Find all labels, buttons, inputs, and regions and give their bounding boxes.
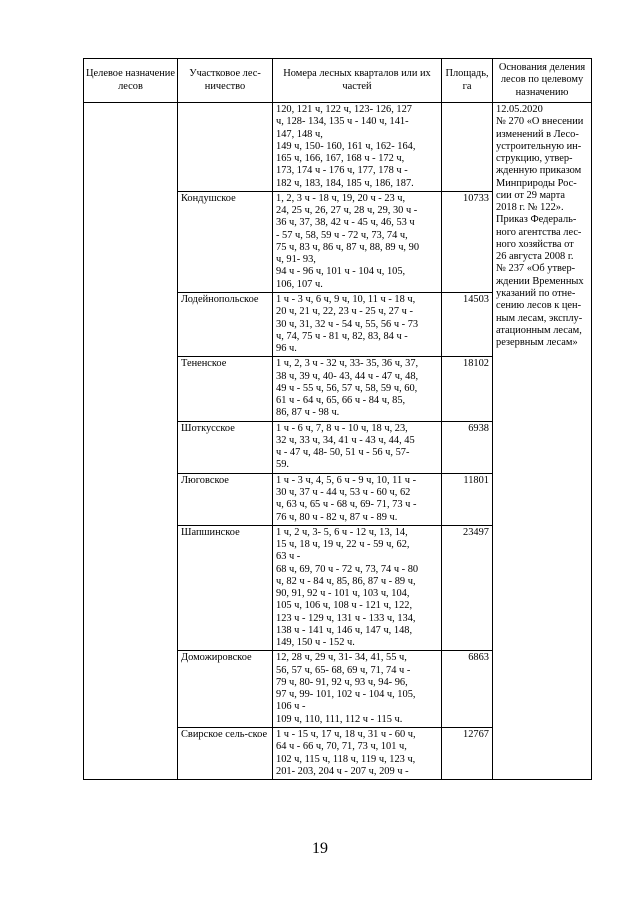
- lesnichestvo-cell: Доможировское: [178, 651, 273, 728]
- kvartaly-line: 149 ч, 150- 160, 161 ч, 162- 164,: [276, 140, 416, 152]
- basis-line: № 237 «Об утвер-: [496, 263, 576, 275]
- kvartaly-line: 147, 148 ч,: [276, 128, 323, 140]
- kvartaly-line: 1 ч - 3 ч, 4, 5, 6 ч - 9 ч, 10, 11 ч -: [276, 474, 417, 486]
- lesnichestvo-cell: Шоткусское: [178, 421, 273, 473]
- kvartaly-line: 1 ч - 15 ч, 17 ч, 18 ч, 31 ч - 60 ч,: [276, 729, 416, 741]
- kvartaly-line: 49 ч - 55 ч, 56, 57 ч, 58, 59 ч, 60,: [276, 382, 418, 394]
- area-cell: 6863: [442, 651, 493, 728]
- basis-cell: [493, 103, 592, 780]
- kvartaly-line: 106 ч -: [276, 701, 306, 713]
- kvartaly-line: 1 ч, 2 ч, 3- 5, 6 ч - 12 ч, 13, 14,: [276, 526, 408, 538]
- basis-line: сению лесов к цен-: [496, 300, 582, 312]
- kvartaly-line: 59.: [276, 459, 289, 471]
- kvartaly-line: 1, 2, 3 ч - 18 ч, 19, 20 ч - 23 ч,: [276, 192, 406, 204]
- kvartaly-line: 38 ч, 39 ч, 40- 43, 44 ч - 47 ч, 48,: [276, 370, 419, 382]
- lesnichestvo-cell: Тененское: [178, 357, 273, 421]
- kvartaly-line: 120, 121 ч, 122 ч, 123- 126, 127: [276, 104, 413, 115]
- header-area: Площадь, га: [442, 59, 493, 103]
- basis-line: атационным лесам,: [496, 324, 582, 336]
- kvartaly-line: 182 ч, 183, 184, 185 ч, 186, 187.: [276, 177, 414, 189]
- kvartaly-line: ч, 91- 93,: [276, 254, 316, 266]
- kvartaly-line: 90, 91, 92 ч - 101 ч, 103 ч, 104,: [276, 588, 410, 600]
- basis-line: ного хозяйства от: [496, 238, 574, 250]
- kvartaly-line: 165 ч, 166, 167, 168 ч - 172 ч,: [276, 153, 405, 165]
- basis-line: указаний по отне-: [496, 287, 576, 299]
- kvartaly-line: 201- 203, 204 ч - 207 ч, 209 ч -: [276, 765, 409, 777]
- kvartaly-line: 64 ч - 66 ч, 70, 71, 73 ч, 101 ч,: [276, 741, 407, 753]
- area-cell: 18102: [442, 357, 493, 421]
- kvartaly-cell: [273, 473, 442, 525]
- purpose-cell: [84, 103, 178, 780]
- kvartaly-line: 68 ч, 69, 70 ч - 72 ч, 73, 74 ч - 80: [276, 563, 419, 575]
- kvartaly-line: 109 ч, 110, 111, 112 ч - 115 ч.: [276, 713, 403, 725]
- lesnichestvo-cell: Свирское сель-ское: [178, 728, 273, 780]
- basis-line: ного агентства лес-: [496, 226, 582, 238]
- basis-line: Приказ Федераль-: [496, 214, 577, 226]
- kvartaly-line: 1 ч - 3 ч, 6 ч, 9 ч, 10, 11 ч - 18 ч,: [276, 293, 416, 305]
- area-cell: 10733: [442, 191, 493, 292]
- kvartaly-line: 105 ч, 106 ч, 108 ч - 121 ч, 122,: [276, 600, 413, 612]
- basis-line: жденную приказом: [496, 165, 582, 177]
- table-body: [84, 103, 592, 780]
- kvartaly-line: 1 ч - 6 ч, 7, 8 ч - 10 ч, 18 ч, 23,: [276, 422, 408, 434]
- kvartaly-line: ч, 128- 134, 135 ч - 140 ч, 141-: [276, 116, 409, 128]
- header-lesnichestvo: Участковое лес-ничество: [178, 59, 273, 103]
- kvartaly-line: 56, 57 ч, 65- 68, 69 ч, 71, 74 ч -: [276, 664, 411, 676]
- forest-division-table: [83, 58, 592, 780]
- kvartaly-line: ч - 47 ч, 48- 50, 51 ч - 56 ч, 57-: [276, 447, 410, 459]
- basis-line: 2018 г. № 122».: [496, 202, 564, 214]
- kvartaly-line: 123 ч - 129 ч, 131 ч - 133 ч, 134,: [276, 612, 416, 624]
- area-cell: 6938: [442, 421, 493, 473]
- header-basis: Основания деления лесов по целевому назначению: [493, 59, 592, 103]
- basis-line: 26 августа 2008 г.: [496, 251, 574, 263]
- kvartaly-line: - 57 ч, 58, 59 ч - 72 ч, 73, 74 ч,: [276, 229, 408, 241]
- kvartaly-line: 61 ч - 64 ч, 65, 66 ч - 84 ч, 85,: [276, 395, 406, 407]
- kvartaly-cell: [273, 103, 442, 192]
- basis-line: 12.05.2020: [496, 104, 543, 115]
- kvartaly-line: 75 ч, 83 ч, 86 ч, 87 ч, 88, 89 ч, 90: [276, 241, 420, 253]
- kvartaly-line: 63 ч -: [276, 551, 301, 563]
- kvartaly-line: ч, 82 ч - 84 ч, 85, 86, 87 ч - 89 ч,: [276, 575, 416, 587]
- kvartaly-line: 106, 107 ч.: [276, 278, 323, 290]
- kvartaly-line: 36 ч, 37, 38, 42 ч - 45 ч, 46, 53 ч: [276, 217, 415, 229]
- kvartaly-line: 97 ч, 99- 101, 102 ч - 104 ч, 105,: [276, 689, 416, 701]
- area-cell: [442, 103, 493, 192]
- area-cell: 12767: [442, 728, 493, 780]
- kvartaly-line: 15 ч, 18 ч, 19 ч, 22 ч - 59 ч, 62,: [276, 539, 410, 551]
- basis-line: ным лесам, эксплу-: [496, 312, 583, 324]
- area-cell: 23497: [442, 525, 493, 651]
- kvartaly-line: 96 ч.: [276, 343, 297, 355]
- lesnichestvo-cell: Кондушское: [178, 191, 273, 292]
- kvartaly-line: 173, 174 ч - 176 ч, 177, 178 ч -: [276, 165, 408, 177]
- basis-line: сии от 29 марта: [496, 189, 565, 201]
- kvartaly-cell: [273, 191, 442, 292]
- area-cell: 11801: [442, 473, 493, 525]
- header-purpose: Целевое назначение лесов: [84, 59, 178, 103]
- basis-line: № 270 «О внесении: [496, 116, 584, 128]
- lesnichestvo-cell: Шапшинское: [178, 525, 273, 651]
- kvartaly-line: 1 ч, 2, 3 ч - 32 ч, 33- 35, 36 ч, 37,: [276, 358, 419, 370]
- kvartaly-line: ч, 63 ч, 65 ч - 68 ч, 69- 71, 73 ч -: [276, 499, 417, 511]
- basis-line: Минприроды Рос-: [496, 177, 577, 189]
- kvartaly-cell: [273, 421, 442, 473]
- table-row: [84, 103, 592, 192]
- kvartaly-line: 24, 25 ч, 26, 27 ч, 28 ч, 29, 30 ч -: [276, 205, 418, 217]
- page-number: 19: [312, 840, 328, 857]
- header-kvartaly: Номера лесных кварталов или их частей: [273, 59, 442, 103]
- kvartaly-cell: [273, 728, 442, 780]
- kvartaly-cell: [273, 651, 442, 728]
- kvartaly-line: 20 ч, 21 ч, 22, 23 ч - 25 ч, 27 ч -: [276, 306, 413, 318]
- kvartaly-line: 32 ч, 33 ч, 34, 41 ч - 43 ч, 44, 45: [276, 434, 415, 446]
- kvartaly-line: ч, 74, 75 ч - 81 ч, 82, 83, 84 ч -: [276, 330, 408, 342]
- kvartaly-line: 86, 87 ч - 98 ч.: [276, 407, 340, 419]
- basis-line: устроительную ин-: [496, 140, 582, 152]
- area-cell: 14503: [442, 292, 493, 356]
- basis-line: резервным лесам»: [496, 337, 578, 349]
- kvartaly-line: 79 ч, 80- 91, 92 ч, 93 ч, 94- 96,: [276, 676, 408, 688]
- lesnichestvo-cell: [178, 103, 273, 192]
- lesnichestvo-cell: Люговское: [178, 473, 273, 525]
- kvartaly-line: 30 ч, 37 ч - 44 ч, 53 ч - 60 ч, 62: [276, 486, 411, 498]
- kvartaly-line: 102 ч, 115 ч, 118 ч, 119 ч, 123 ч,: [276, 753, 416, 765]
- kvartaly-line: 149, 150 ч - 152 ч.: [276, 637, 355, 649]
- kvartaly-cell: [273, 292, 442, 356]
- basis-line: ждении Временных: [496, 275, 584, 287]
- basis-line: струкцию, утвер-: [496, 153, 573, 165]
- table-header-row: [84, 59, 592, 103]
- kvartaly-cell: [273, 357, 442, 421]
- basis-line: изменений в Лесо-: [496, 128, 579, 140]
- kvartaly-line: 76 ч, 80 ч - 82 ч, 87 ч - 89 ч.: [276, 511, 398, 523]
- kvartaly-line: 94 ч - 96 ч, 101 ч - 104 ч, 105,: [276, 266, 406, 278]
- lesnichestvo-cell: Лодейнопольское: [178, 292, 273, 356]
- kvartaly-line: 12, 28 ч, 29 ч, 31- 34, 41, 55 ч,: [276, 652, 407, 664]
- kvartaly-line: 138 ч - 141 ч, 146 ч, 147 ч, 148,: [276, 624, 413, 636]
- kvartaly-cell: [273, 525, 442, 651]
- kvartaly-line: 30 ч, 31, 32 ч - 54 ч, 55, 56 ч - 73: [276, 318, 419, 330]
